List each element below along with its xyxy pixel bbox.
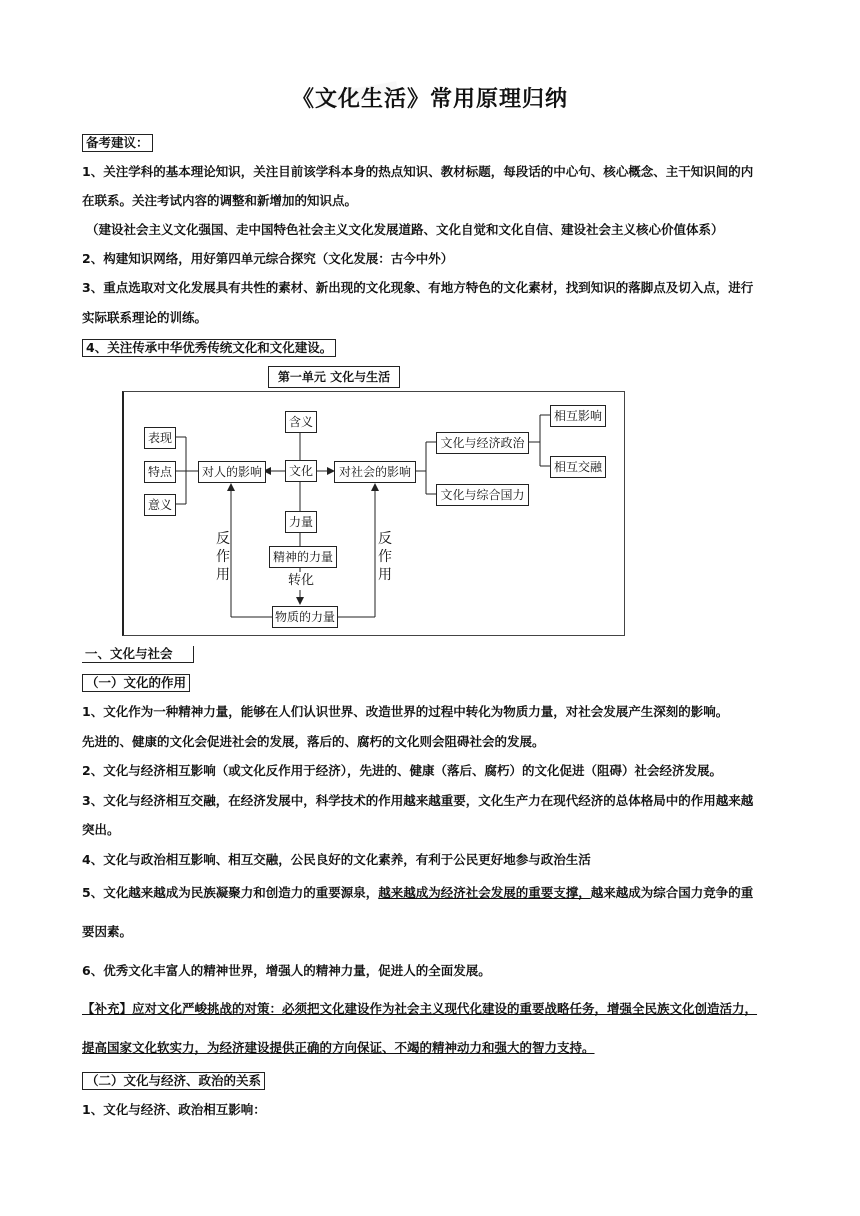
section-heading-line — [82, 645, 782, 663]
node-jingshen: 精神的力量 — [269, 546, 337, 568]
node-hanyi: 含义 — [285, 411, 317, 433]
last-line: 1、文化与经济、政治相互影响： — [82, 1102, 266, 1117]
subsection-heading-line — [82, 674, 782, 692]
suggestion-line: 1、关注学科的基本理论知识，关注目前该学科本身的热点知识、教材标题，每段话的中心句、核心概念、主干知识间的内 — [82, 164, 754, 179]
node-yiyi: 意义 — [144, 494, 176, 516]
node-tedian: 特点 — [144, 461, 176, 483]
suggestion-line: （建设社会主义文化强国、走中国特色社会主义文化发展道路、文化自觉和文化自信、建设社会主义核心价值体系） — [86, 222, 724, 237]
label-fan-right-3: 用 — [378, 567, 392, 583]
section-heading: 一、文化与社会 — [82, 646, 194, 663]
node-liliang: 力量 — [285, 511, 317, 533]
role-line: 突出。 — [82, 822, 120, 837]
subsection-two-heading: （二）文化与经济、政治的关系 — [82, 1072, 265, 1090]
node-jingji-zhengzhi: 文化与经济政治 — [436, 432, 529, 454]
role-line-5-cont: 要因素。 — [82, 924, 133, 939]
node-wenhua: 文化 — [285, 460, 317, 482]
role-line: 4、文化与政治相互影响、相互交融，公民良好的文化素养，有利于公民更好地参与政治生活 — [82, 852, 591, 867]
node-xianghu-yingxiang: 相互影响 — [550, 405, 606, 427]
label-zhuanhua: 转化 — [288, 573, 315, 588]
role-line: 3、文化与经济相互交融，在经济发展中，科学技术的作用越来越重要，文化生产力在现代经济的总体格局中的作用越来越 — [82, 793, 754, 808]
suggestion-line: 在联系。关注考试内容的调整和新增加的知识点。 — [82, 193, 358, 208]
label-fan-left-2: 作 — [216, 549, 230, 565]
node-wuzhi: 物质的力量 — [272, 606, 338, 628]
node-dui-ren: 对人的影响 — [198, 461, 266, 483]
role-line-5-part3: 越来越成为综合国力竞争的重 — [590, 885, 754, 900]
role-line-5-underlined: 越来越成为经济社会发展的重要支撑， — [378, 885, 591, 900]
suggestion-heading: 备考建议： — [82, 134, 153, 152]
supplement-text-1: 应对文化严峻挑战的对策：必须把文化建设作为社会主义现代化建设的重要战略任务，增强全民族文化创造活力， — [132, 1001, 758, 1016]
label-fan-left-3: 用 — [216, 567, 230, 583]
role-line: 2、文化与经济相互影响（或文化反作用于经济），先进的、健康（落后、腐朽）的文化促进（阻碍）社会经济发展。 — [82, 763, 722, 778]
suggestion-boxed: 4、关注传承中华优秀传统文化和文化建设。 — [82, 339, 336, 357]
label-fan-right-2: 作 — [378, 549, 392, 565]
suggestion-line: 3、重点选取对文化发展具有共性的素材、新出现的文化现象、有地方特色的文化素材，找到知识的落脚点及切入点，进行 — [82, 280, 754, 295]
suggestion-line: 2、构建知识网络，用好第四单元综合探究（文化发展：古今中外） — [82, 251, 454, 266]
supplement-line-1 — [82, 1000, 782, 1018]
suggestion-line: 实际联系理论的训练。 — [82, 310, 208, 325]
role-line: 1、文化作为一种精神力量，能够在人们认识世界、改造世界的过程中转化为物质力量，对社会发展产生深刻的影响。 — [82, 704, 729, 719]
role-line-6: 6、优秀文化丰富人的精神世界，增强人的精神力量，促进人的全面发展。 — [82, 963, 491, 978]
subsection-two-line — [82, 1072, 782, 1090]
unit-title: 第一单元 文化与生活 — [268, 366, 400, 388]
label-fan-left-1: 反 — [216, 531, 230, 547]
node-biaoxian: 表现 — [144, 427, 176, 449]
label-fan-right-1: 反 — [378, 531, 392, 547]
node-xianghu-jiaorong: 相互交融 — [550, 456, 606, 478]
node-zonghe-guoli: 文化与综合国力 — [436, 484, 529, 506]
supplement-line-2: 提高国家文化软实力，为经济建设提供正确的方向保证、不竭的精神动力和强大的智力支持。 — [82, 1040, 595, 1055]
page-title: 《文化生活》常用原理归纳 — [291, 87, 568, 112]
supplement-tag: 【补充】 — [82, 1001, 133, 1016]
node-dui-shehui: 对社会的影响 — [334, 461, 416, 483]
role-line: 先进的、健康的文化会促进社会的发展，落后的、腐朽的文化则会阻碍社会的发展。 — [82, 734, 545, 749]
role-line-5-part1: 5、文化越来越成为民族凝聚力和创造力的重要源泉， — [82, 885, 379, 900]
role-line-5 — [82, 884, 782, 902]
subsection-heading: （一）文化的作用 — [82, 674, 190, 692]
